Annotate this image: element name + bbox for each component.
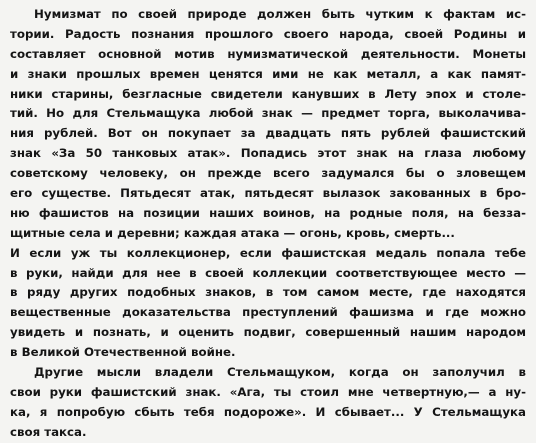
- text-line: в руки, найди для нее в своей коллекции соответствующее место —: [10, 265, 526, 280]
- text-line: свои руки фашистский знак. «Ага, ты стоил мне четвертную,— а ну-: [10, 384, 526, 399]
- text-line: советскому человеку, он прежде всего задумался бы о зловещем: [10, 166, 526, 181]
- text-line: вещественные доказательства преступлений фашизма и где можно: [10, 305, 526, 320]
- text-line: Нумизмат по своей природе должен быть чутким к фактам ис-: [34, 7, 526, 21]
- text-line: его существе. Пятьдесят атак, пятьдесят вылазок закованных в бро-: [10, 186, 526, 201]
- text-line: знак «За 50 танковых атак». Попадись этот знак на глаза любому: [10, 146, 526, 161]
- text-line: ню фашистов на позиции наших воинов, на родные поля, на безза-: [10, 205, 526, 220]
- text-line: тий. Но для Стельмащука любой знак — предмет торга, выколачива-: [10, 106, 526, 121]
- paragraph-1: [10, 5, 526, 363]
- text-line: увидеть и познать, и оценить подвиг, совершенный нашим народом: [10, 325, 526, 340]
- text-line: и знаки прошлых времен ценятся ими не как металл, а как памят-: [10, 66, 526, 81]
- text-line: щитные села и деревни; каждая атака — огонь, кровь, смерть...: [10, 225, 455, 240]
- text-line: в Великой Отечественной войне.: [10, 345, 236, 360]
- text-line: ка, я попробую сбыть тебя подороже». И сбывает... У Стельмащука: [10, 404, 526, 419]
- text-line: составляет основной мотив нумизматической деятельности. Монеты: [10, 46, 526, 61]
- text-line: тории. Радость познания прошлого своего народа, своей Родины и: [10, 26, 526, 41]
- text-line: ники старины, безгласные свидетели канувших в Лету эпох и столе-: [10, 86, 526, 101]
- paragraph-2: [10, 363, 526, 443]
- text-line: в ряду других подобных знаков, в том самом месте, где находятся: [10, 285, 526, 300]
- text-line: своя такса.: [10, 424, 87, 439]
- text-line: ния рублей. Вот он покупает за двадцать пять рублей фашистский: [10, 126, 526, 141]
- text-line: Другие мысли владели Стельмащуком, когда он заполучил в: [34, 365, 526, 380]
- text-line: И если уж ты коллекционер, если фашистская медаль попала тебе: [10, 245, 526, 260]
